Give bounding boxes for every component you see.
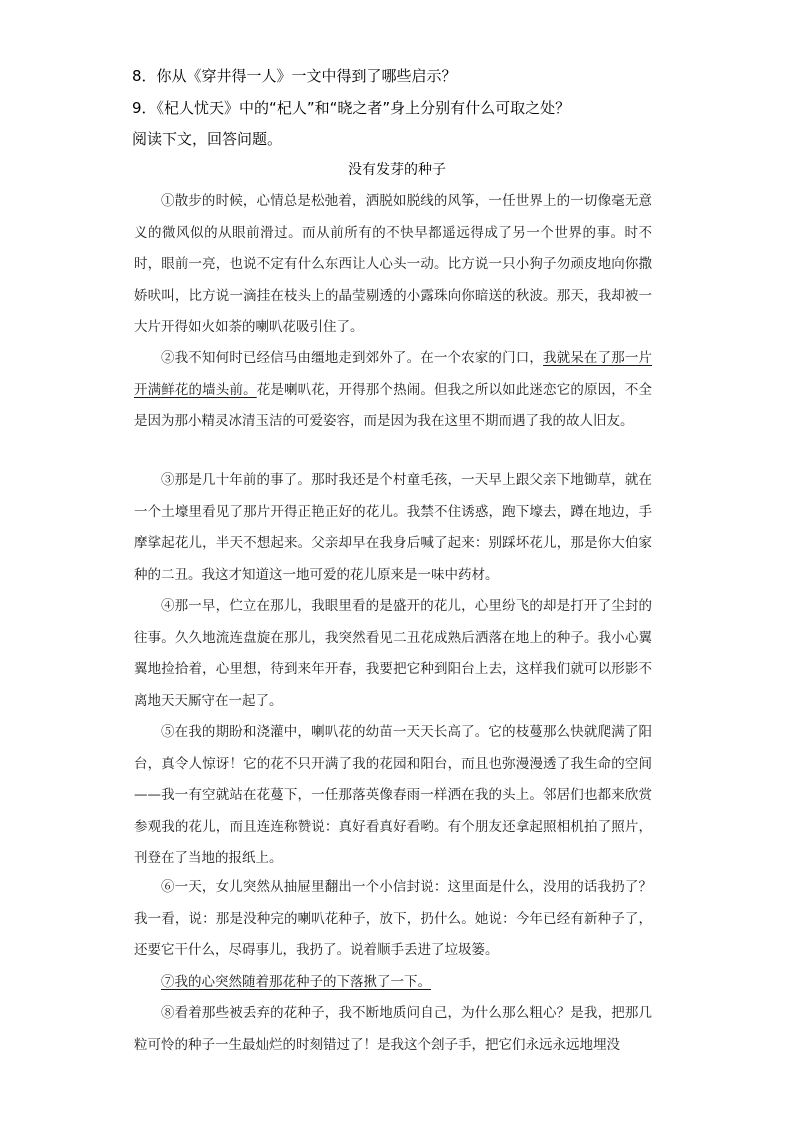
paragraph-2-text-b: 花是喇叭花，开得那个热闹。但我之所以如此迷恋它的原因，不全是因为那小精灵冰清玉洁的可爱姿容，而是因为我在这里不期而遇了我的故人旧友。 — [134, 381, 653, 429]
paragraph-3: ③那是几十年前的事了。那时我还是个村童毛孩，一天早上跟父亲下地锄草，就在一个土壕里看见了那片开得正艳正好的花儿。我禁不住诱惑，跑下壕去，蹲在地边，手摩挲起花儿，半天不想起来。父亲却早在我身后喊了起来：别踩坏花儿，那是你大伯家种的二丑。我这才知道这一地可爱的花儿原来是一味中药材。 — [134, 472, 652, 583]
question-8: 8．你从《穿井得一人》一文中得到了哪些启示？ — [132, 67, 457, 85]
paragraph-6: ⑥一天，女儿突然从抽屉里翻出一个小信封说：这里面是什么，没用的话我扔了？我一看，说：那是没种完的喇叭花种子，放下，扔什么。她说：今年已经有新种子了，还要它干什么，尽碍事儿，我扔了。说着顺手丢进了垃圾篓。 — [134, 879, 652, 958]
paragraph-2 — [134, 343, 652, 438]
reading-instruction: 阅读下文，回答问题。 — [132, 130, 283, 148]
paragraph-4: ④那一早，伫立在那儿，我眼里看的是盛开的花儿，心里纷飞的却是打开了尘封的往事。久久地流连盘旋在那儿，我突然看见二丑花成熟后洒落在地上的种子。我小心翼翼地捡拾着，心里想，待到来年开春，我要把它种到阳台上去，这样我们就可以形影不离地天天厮守在一起了。 — [134, 598, 652, 709]
paragraph-2-underlined-sentence: 我就呆在了那一片开满鲜花的墙头前。 — [134, 350, 652, 398]
paragraph-7 — [134, 967, 652, 999]
paragraph-5: ⑤在我的期盼和浇灌中，喇叭花的幼苗一天天长高了。它的枝蔓那么快就爬满了阳台，真令人惊讶！它的花不只开满了我的花园和阳台，而且也弥漫漫透了我生命的空间——我一有空就站在花蔓下，一任那落英像春雨一样洒在我的头上。邻居们也都来欣赏参观我的花儿，而且连连称赞说：真好看真好看哟。有个朋友还拿起照相机拍了照片，刊登在了当地的报纸上。 — [134, 724, 652, 866]
paragraph-2-text-a: ②我不知何时已经信马由缰地走到郊外了。在一个农家的门口， — [161, 350, 543, 366]
article-title: 没有发芽的种子 — [348, 162, 446, 178]
paragraph-8: ⑧看着那些被丢弃的花种子，我不断地质问自己，为什么那么粗心？是我，把那几粒可怜的种子一生最灿烂的时刻错过了！是我这个刽子手，把它们永远永远地埋没 — [134, 1005, 652, 1053]
paragraph-1: ①散步的时候，心情总是松弛着，洒脱如脱线的风筝，一任世界上的一切像毫无意义的微风似的从眼前滑过。而从前所有的不快早都遥远得成了另一个世界的事。时不时，眼前一亮，也说不定有什么东西让人心头一动。比方说一只小狗子勿顽皮地向你撒娇吠叫，比方说一滴挂在枝头上的晶莹剔透的小露珠向你暗送的秋波。那天，我却被一大片开得如火如荼的喇叭花吸引住了。 — [134, 193, 652, 335]
paragraph-7-underlined-sentence: ⑦我的心突然随着那花种子的下落揪了一下。 — [161, 974, 431, 990]
question-9: 9．《杞人忧天》中的“杞人”和“晓之者”身上分别有什么可取之处？ — [132, 99, 571, 117]
